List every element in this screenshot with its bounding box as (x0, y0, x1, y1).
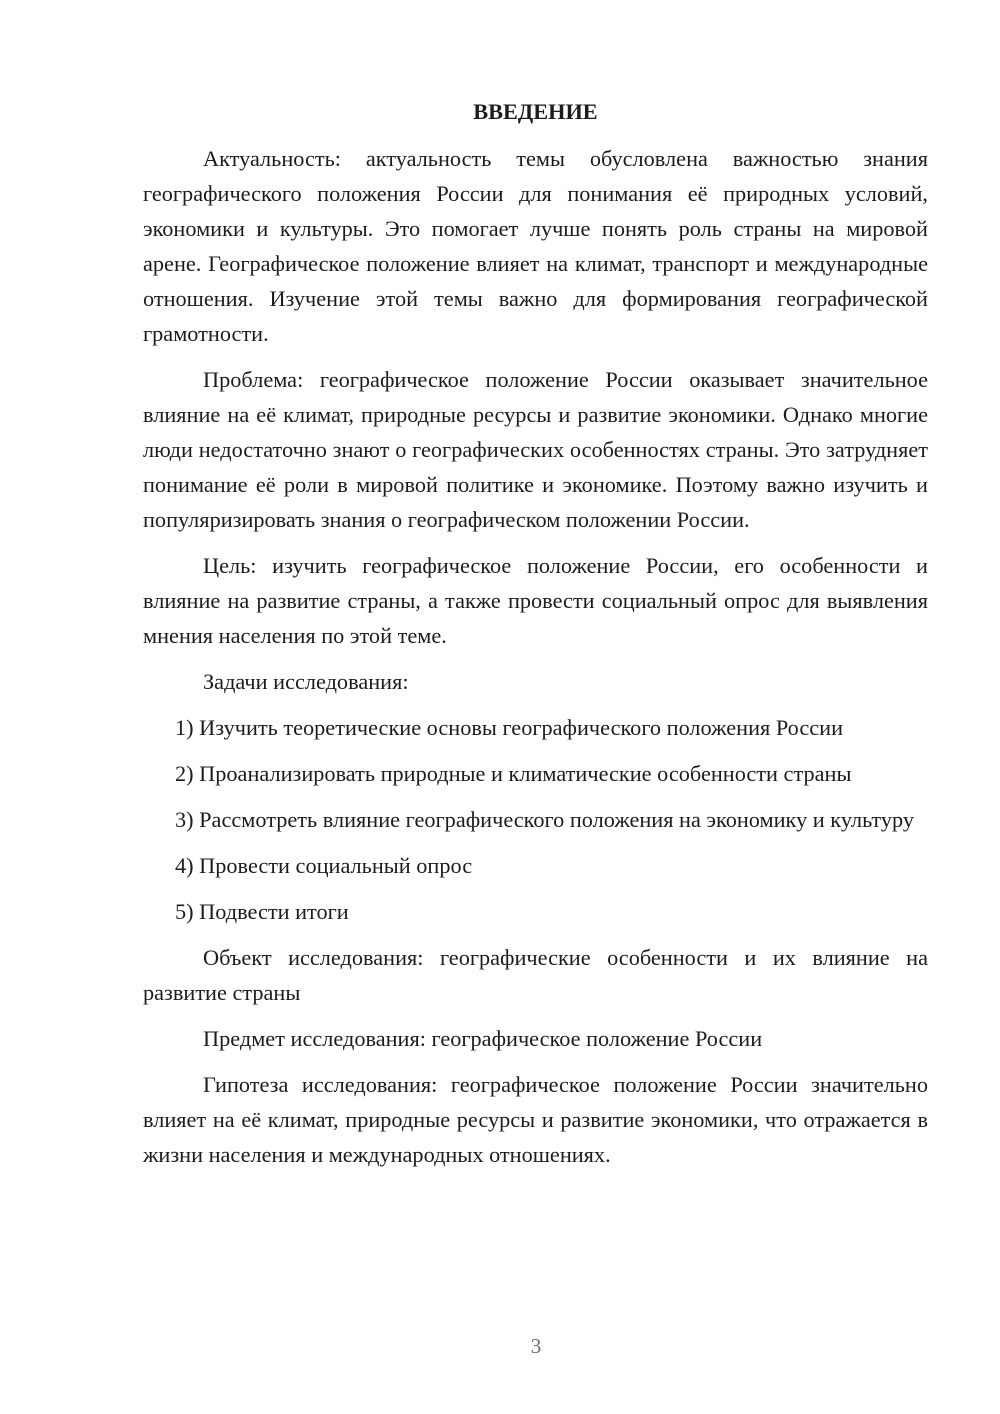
page-number: 3 (530, 1334, 542, 1358)
subject-paragraph: Предмет исследования: географическое положение России (203, 1026, 763, 1051)
task-item: 1) Изучить теоретические основы географического положения России (175, 715, 844, 740)
task-item: 5) Подвести итоги (175, 899, 349, 924)
goal-paragraph: Цель: изучить географическое положение России, его особенности и влияние на развитие страны, а также провести социальный опрос для выявления мнения населения по этой теме. (143, 553, 928, 648)
object-paragraph: Объект исследования: географические особенности и их влияние на развитие страны (143, 945, 928, 1005)
task-item: 3) Рассмотреть влияние географического положения на экономику и культуру (175, 807, 915, 832)
tasks-heading: Задачи исследования: (203, 669, 409, 694)
relevance-paragraph: Актуальность: актуальность темы обусловлена важностью знания географического положения России для понимания её природных условий, экономики и культуры. Это помогает лучше понять роль страны на мировой арене. Географическое положение влияет на климат, транспорт и международные отношения. Изучение этой темы важно для формирования географической грамотности. (143, 146, 928, 346)
document-body (143, 94, 928, 1172)
problem-paragraph: Проблема: географическое положение России оказывает значительное влияние на её климат, природные ресурсы и развитие экономики. Однако многие люди недостаточно знают о географических особенностях страны. Это затрудняет понимание её роли в мировой политике и экономике. Поэтому важно изучить и популяризировать знания о географическом положении России. (143, 367, 928, 532)
task-item: 4) Провести социальный опрос (175, 853, 473, 878)
task-item: 2) Проанализировать природные и климатические особенности страны (175, 761, 852, 786)
hypothesis-paragraph: Гипотеза исследования: географическое положение России значительно влияет на её климат, природные ресурсы и развитие экономики, что отражается в жизни населения и международных отношениях. (143, 1072, 928, 1167)
section-title: ВВЕДЕНИЕ (473, 99, 598, 124)
